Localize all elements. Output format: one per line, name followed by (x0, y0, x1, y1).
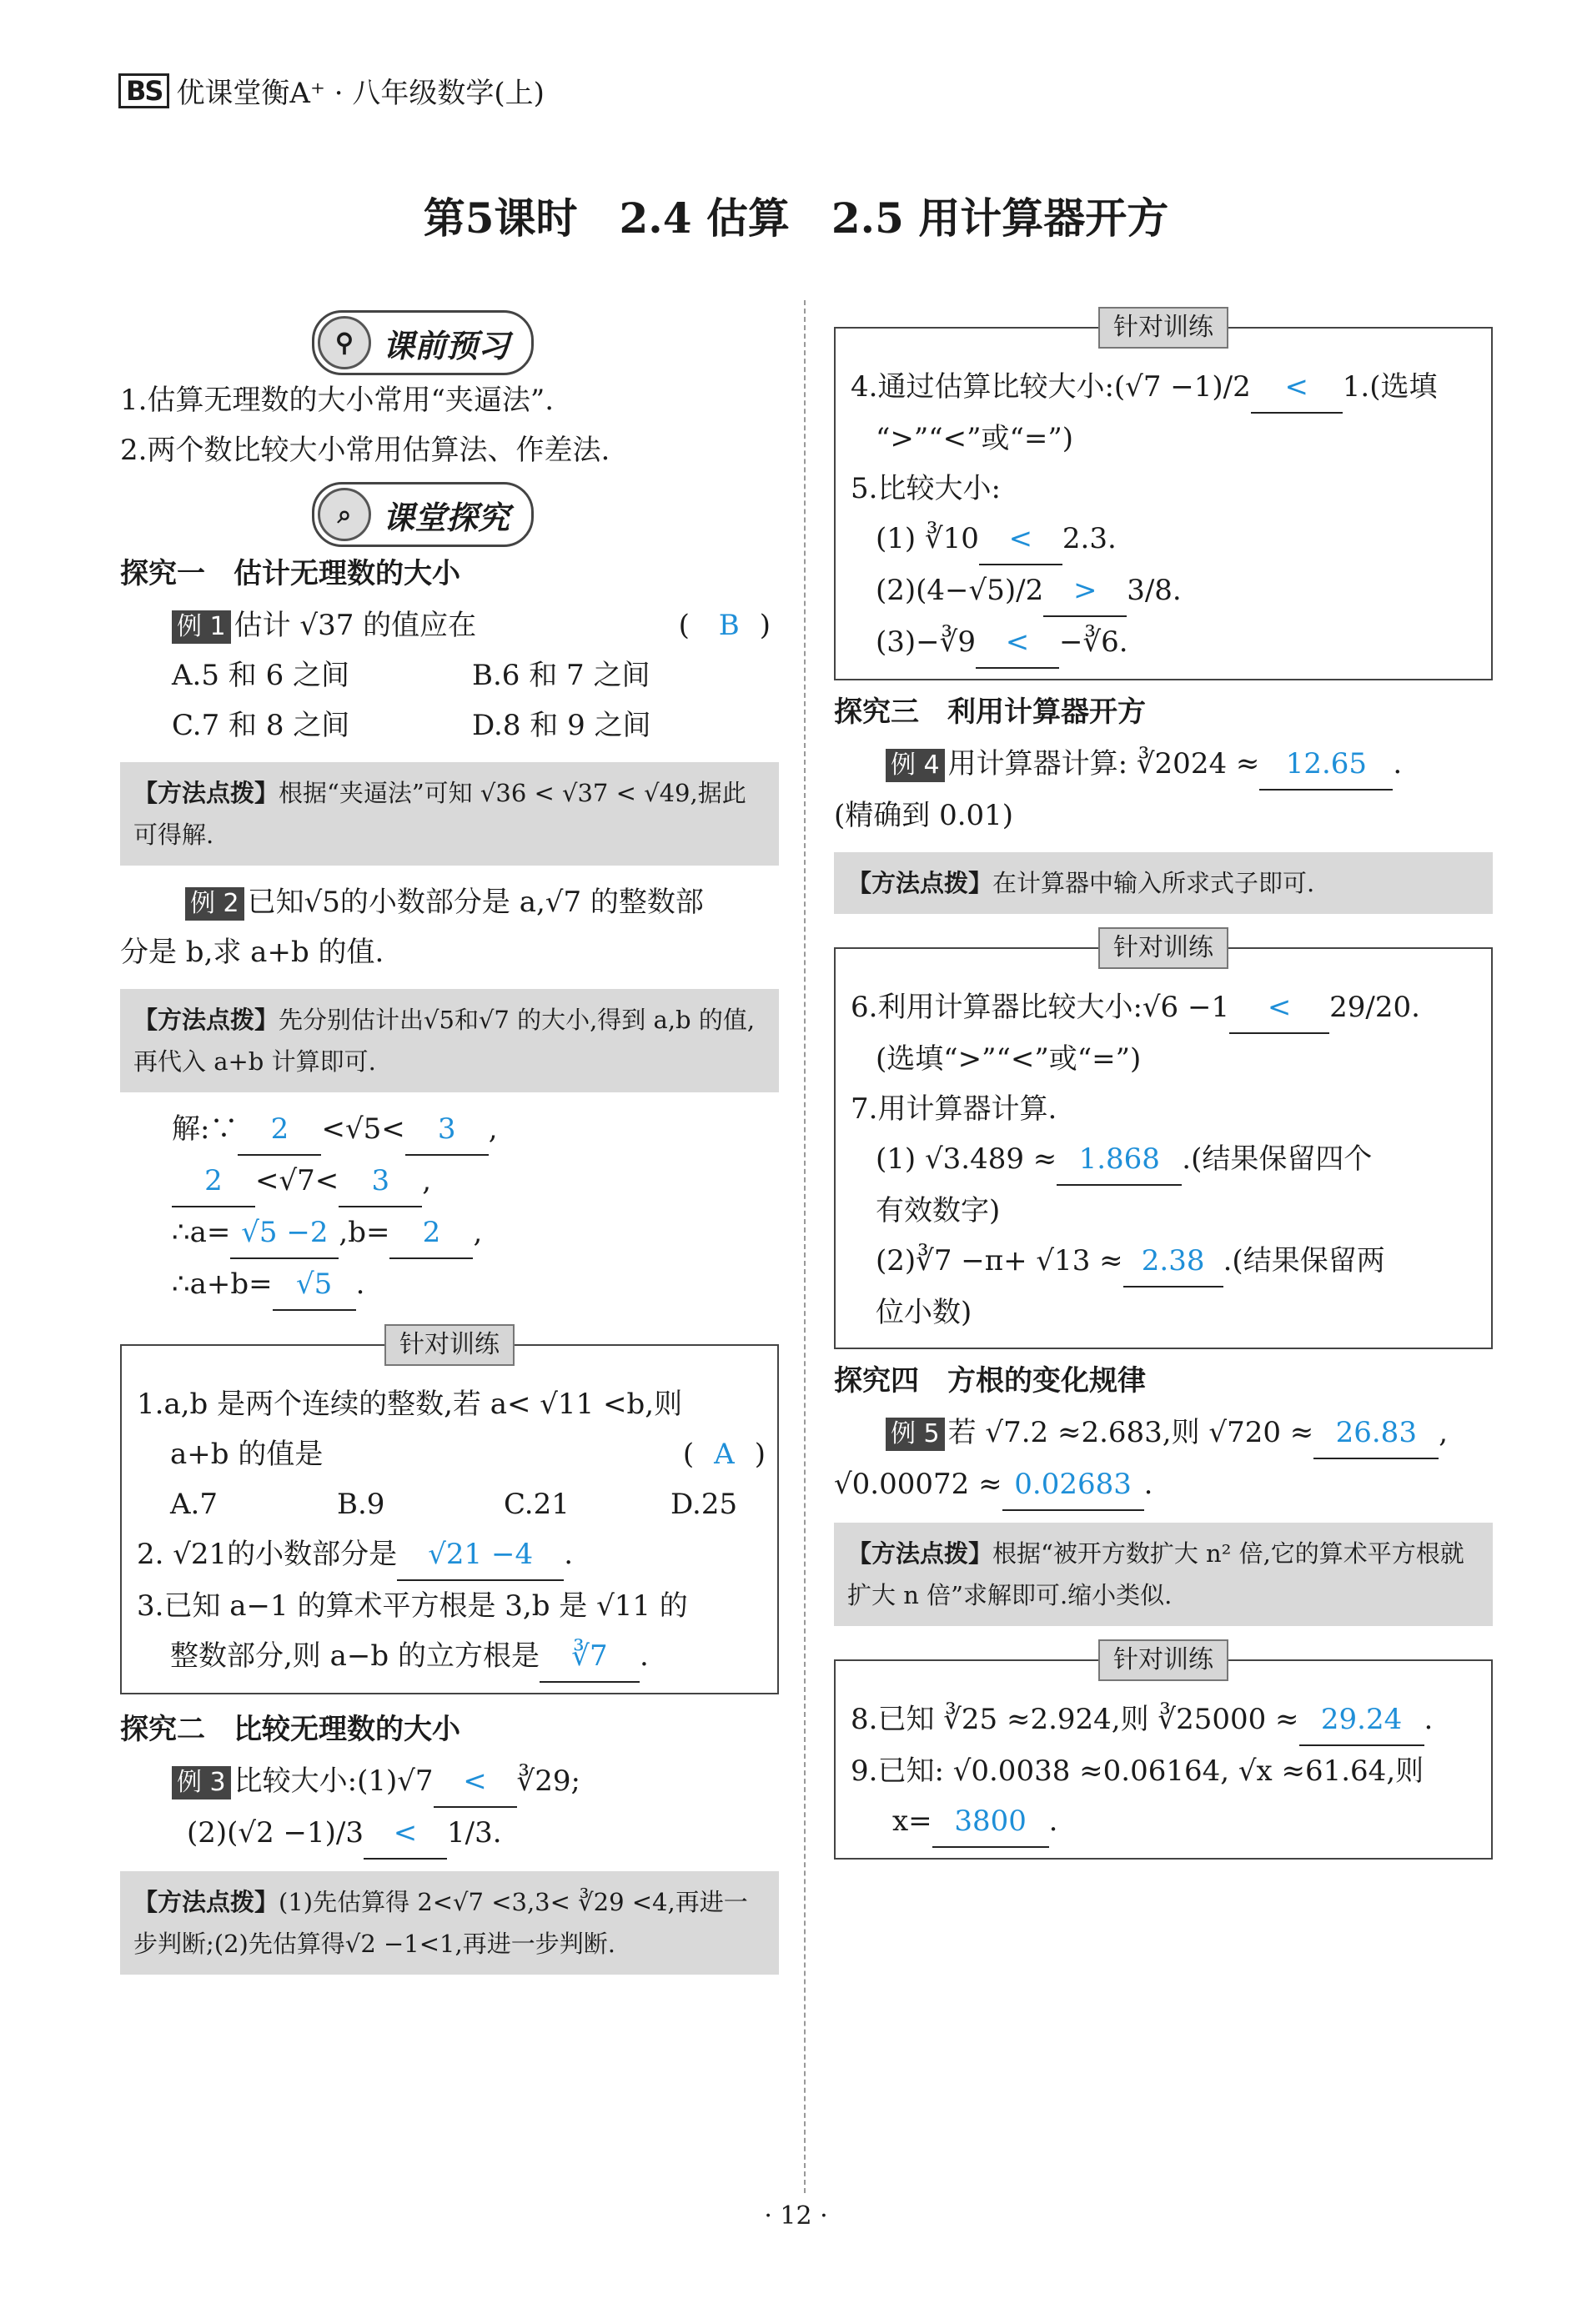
magnifier-icon: ⌕ (318, 488, 371, 541)
pre-line-1: 1.估算无理数的大小常用“夹逼法”. (120, 384, 555, 417)
class-explore-badge: ⌕ 课堂探究 (312, 482, 534, 547)
solution-line-1: 解:∵ 2 <√5< 3 , (120, 1104, 779, 1156)
example-2-line-2: 分是 b,求 a+b 的值. (120, 936, 384, 969)
example-2-line-1: 例 2 已知√5的小数部分是 a,√7 的整数部 (120, 877, 779, 927)
solution-line-2: 2 <√7< 3 , (120, 1156, 779, 1207)
pre-study-badge: ⚲ 课前预习 (312, 310, 534, 375)
page-number: · 12 · (764, 2201, 828, 2231)
example-1-options-ab: A.5 和 6 之间 B.6 和 7 之间 (172, 659, 650, 692)
training-1-answer: A (714, 1438, 735, 1471)
tip-2: 【方法点拨】先分别估计出√5和√7 的大小,得到 a,b 的值,再代入 a+b 计算即可. (120, 989, 779, 1092)
tip-5: 【方法点拨】根据“被开方数扩大 n² 倍,它的算术平方根就扩大 n 倍”求解即可.缩小类似. (834, 1523, 1493, 1626)
right-column: 针对训练 4.通过估算比较大小:(√7 −1)/2 < 1.(选填 “>”“<”或“=”) 5.比较大小: (1) ∛10 < 2.3. (2)(4−√5)/2 > 3/8. (3)−∛9 < −∛6. 探究三 利用计算器开方 例 4 用计算器计算: ∛2024 ≈ 12.65 . (精确到 0.01) 【方法点拨】在计算器中输入所求式子即可. 针对训练 6.利用计算器比较大小:√6 −1 < 29/20. (选填“>”“<”或“=”) 7.用计算器计算. (1) √3.489 ≈ 1.868 .(结果保留四个 有效数字) (2)∛7 −π+ √13 ≈ 2.38 .(结果保留两 位小数) 探究四 方根的变化规律 例 5 若 √7.2 ≈2.683,则 √720 ≈ 26.83 , √0.00072 ≈ 0.02683 . 【方法点拨】根据“被开方数扩大 n² 倍,它的算术平方根就扩大 n 倍”求解即可.缩小类似. 针对训练 8.已知 ∛25 ≈2.924,则 ∛25000 ≈ 29.24 . 9.已知: √0.0038 ≈0.06164, √x ≈61.64,则 x= 3800 . (834, 300, 1493, 1860)
example-4: 例 4 用计算器计算: ∛2024 ≈ 12.65 . (834, 739, 1493, 791)
section-3-title: 探究三 利用计算器开方 (834, 695, 1146, 729)
example-1: 例 1 估计 √37 的值应在 ( B ) (120, 600, 779, 650)
lesson-title: 第5课时 2.4 估算 2.5 用计算器开方 (423, 193, 1169, 243)
section-1-title: 探究一 估计无理数的大小 (120, 557, 460, 590)
example-5: 例 5 若 √7.2 ≈2.683,则 √720 ≈ 26.83 , (834, 1408, 1493, 1459)
left-column (120, 310, 779, 1986)
tip-1: 【方法点拨】根据“夹逼法”可知 √36 < √37 < √49,据此可得解. (120, 762, 779, 866)
section-2-title: 探究二 比较无理数的大小 (120, 1713, 460, 1746)
tip-3: 【方法点拨】(1)先估算得 2<√7 <3,3< ∛29 <4,再进一步判断;(2)先估算得√2 −1<1,再进一步判断. (120, 1871, 779, 1975)
training-box-4: 针对训练 8.已知 ∛25 ≈2.924,则 ∛25000 ≈ 29.24 . 9.已知: √0.0038 ≈0.06164, √x ≈61.64,则 x= 3800 . (834, 1659, 1493, 1860)
example-1-answer: B (718, 609, 740, 642)
page-header (118, 70, 545, 111)
example-3-line-1: 例 3 比较大小:(1)√7 < ∛29; (120, 1756, 779, 1808)
training-box-2: 针对训练 4.通过估算比较大小:(√7 −1)/2 < 1.(选填 “>”“<”或“=”) 5.比较大小: (1) ∛10 < 2.3. (2)(4−√5)/2 > 3/8. (3)−∛9 < −∛6. (834, 327, 1493, 680)
training-box-1: 针对训练 1.a,b 是两个连续的整数,若 a< √11 <b,则 a+b 的值是 ( A ) A.7 B.9 C.21 D.25 2. √21的小数部分是 √21 −4 . 3.已知 a−1 的算术平方根是 3,b 是 √11 的 整数部分,则 a−b 的立方根是 ∛7 . (120, 1344, 779, 1694)
tip-4: 【方法点拨】在计算器中输入所求式子即可. (834, 852, 1493, 914)
section-4-title: 探究四 方根的变化规律 (834, 1364, 1146, 1398)
training-1-options: A.7 B.9 C.21 D.25 (170, 1488, 738, 1521)
column-divider (804, 300, 806, 2193)
pre-line-2: 2.两个数比较大小常用估算法、作差法. (120, 434, 610, 467)
series-logo: BS (118, 73, 169, 108)
book-title: 优课堂衡A⁺ · 八年级数学(上) (176, 77, 545, 110)
training-tag: 针对训练 (384, 1324, 515, 1366)
location-pin-icon: ⚲ (318, 316, 371, 369)
example-3-line-2: (2)(√2 −1)/3 < 1/3. (120, 1808, 779, 1860)
solution-line-3: ∴a= √5 −2 ,b= 2 , (120, 1207, 779, 1259)
solution-line-4: ∴a+b= √5 . (120, 1259, 779, 1311)
example-1-options-cd: C.7 和 8 之间 D.8 和 9 之间 (172, 709, 651, 742)
training-box-3: 针对训练 6.利用计算器比较大小:√6 −1 < 29/20. (选填“>”“<”或“=”) 7.用计算器计算. (1) √3.489 ≈ 1.868 .(结果保留四个 有效数字) (2)∛7 −π+ √13 ≈ 2.38 .(结果保留两 位小数) (834, 947, 1493, 1349)
